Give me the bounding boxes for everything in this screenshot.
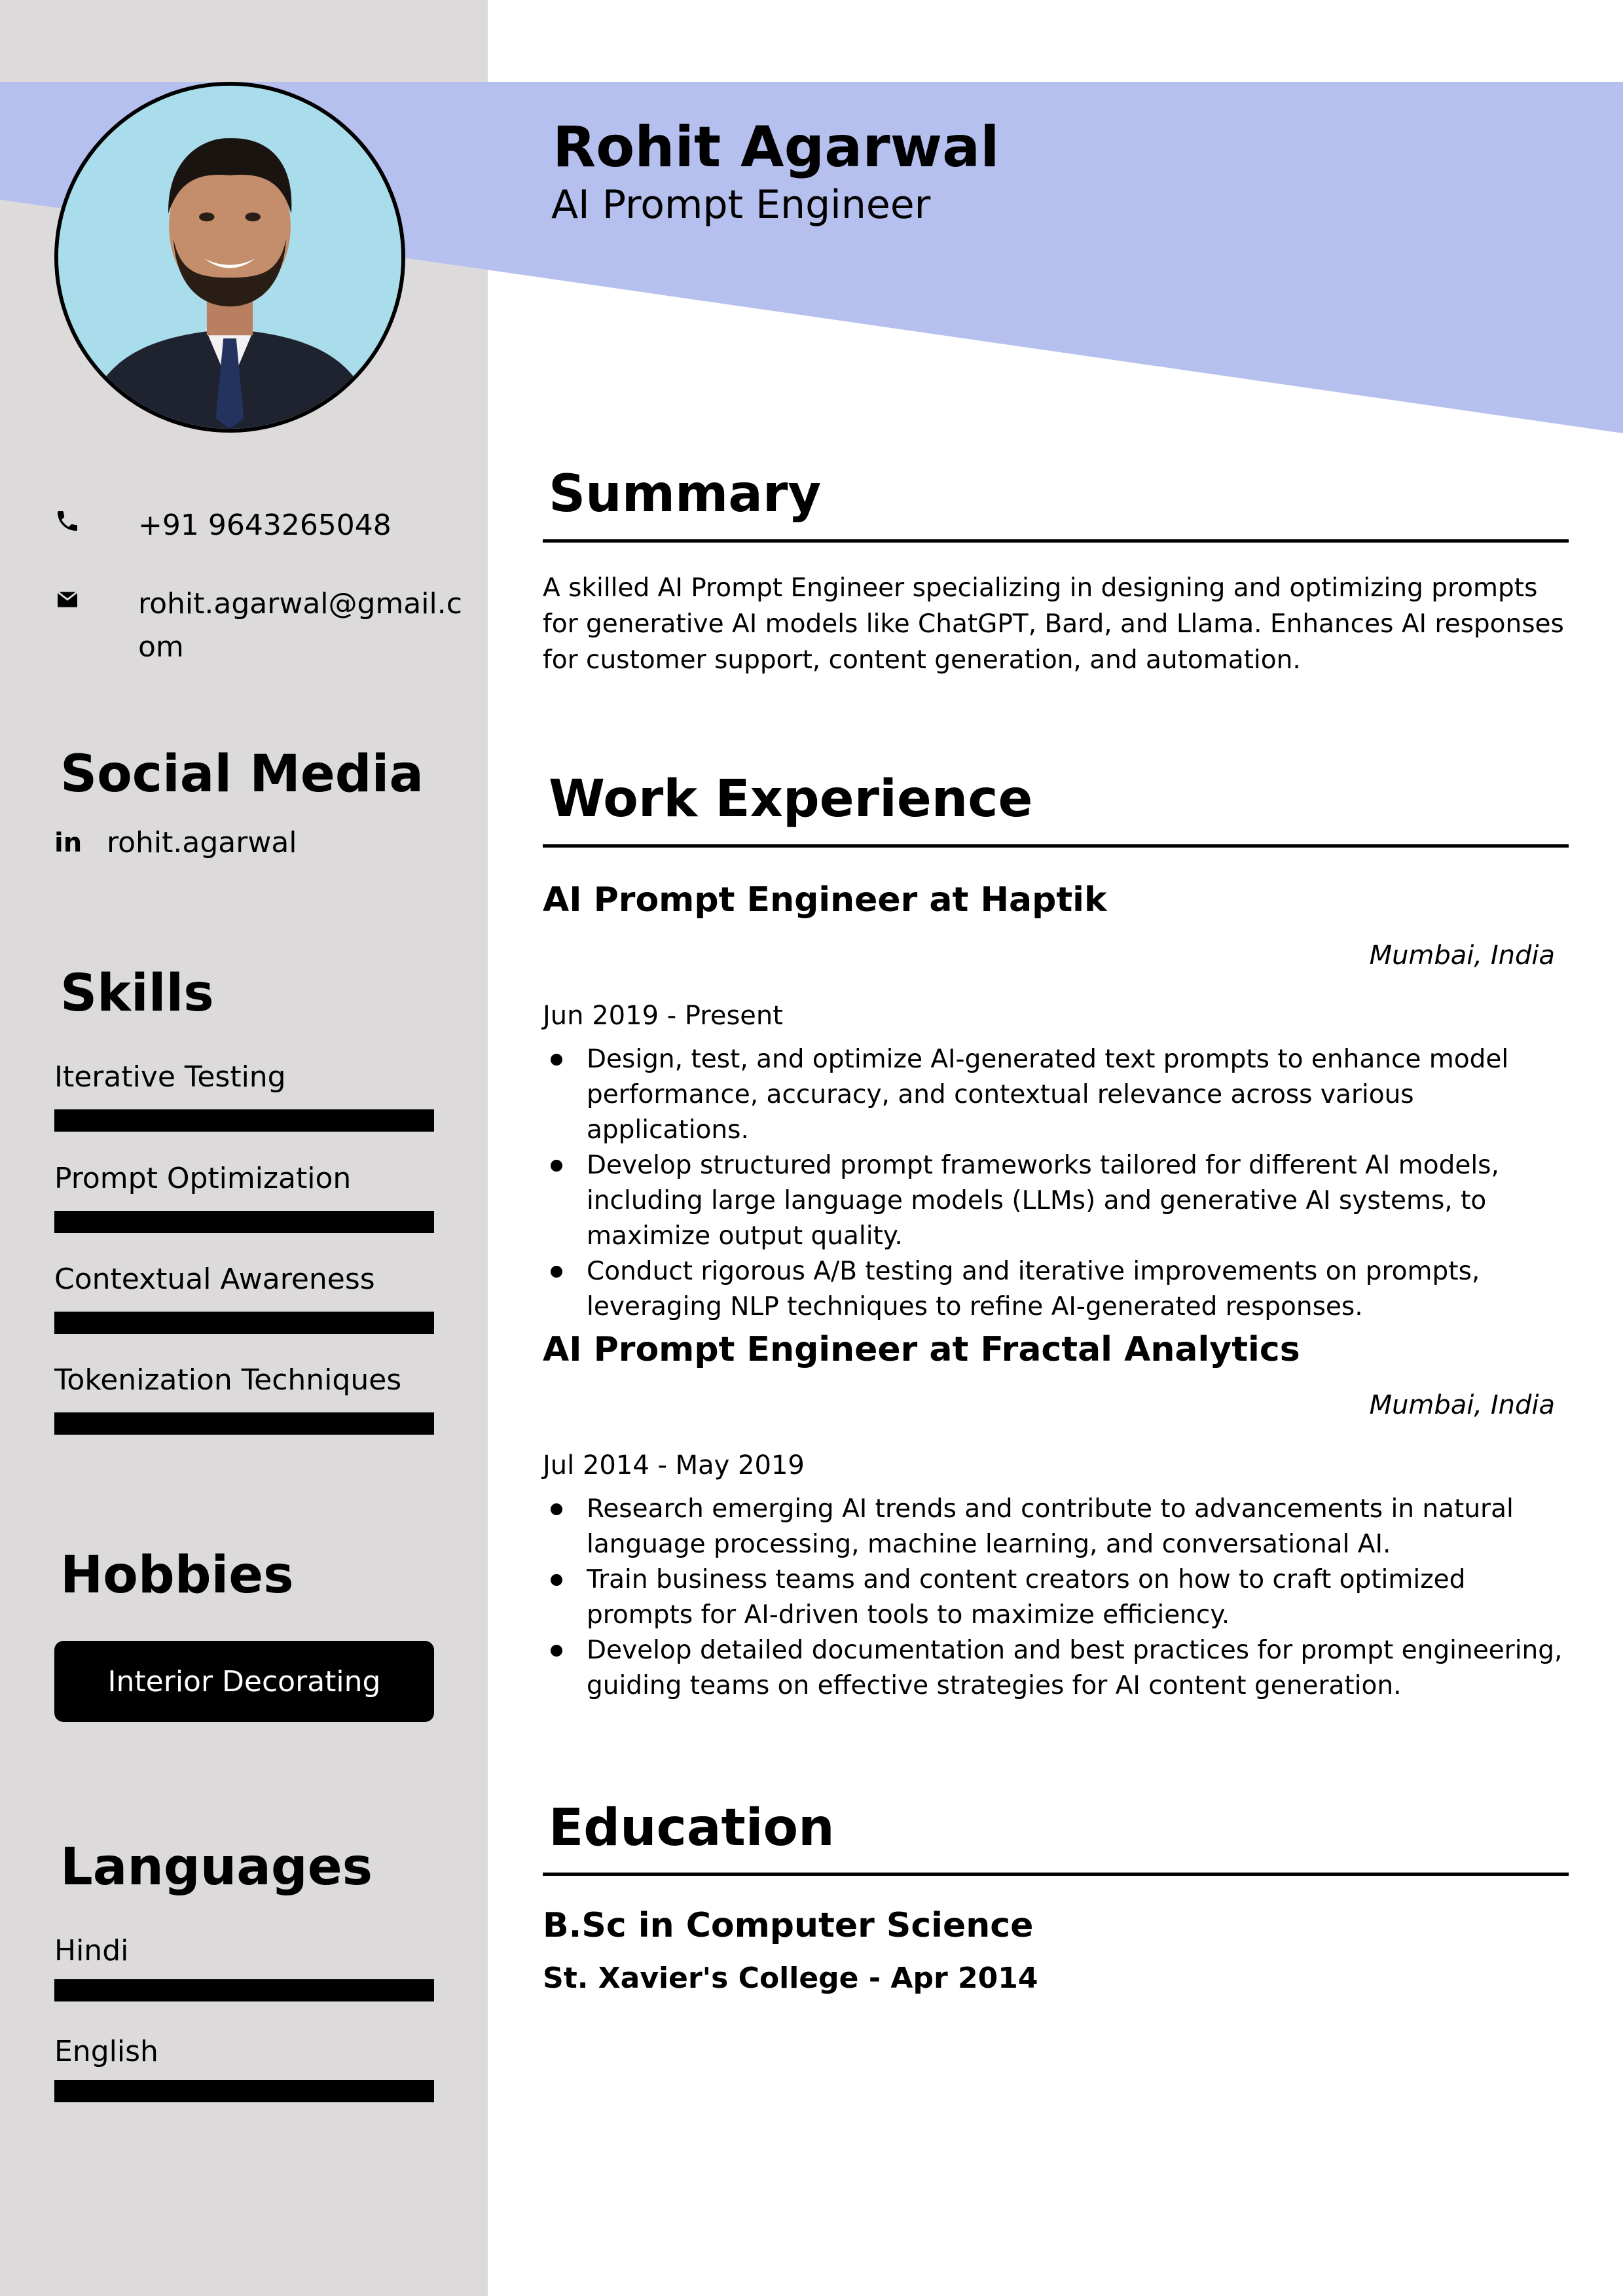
job-dates: Jun 2019 - Present bbox=[543, 1001, 783, 1031]
list-item: Design, test, and optimize AI-generated text prompts to enhance model performance, accuracy, and contextual relevance across various applications. bbox=[543, 1042, 1577, 1148]
job-location: Mumbai, India bbox=[1369, 941, 1555, 971]
social-linkedin[interactable] bbox=[54, 826, 297, 859]
contact-email bbox=[54, 583, 472, 669]
job-bullets bbox=[543, 1042, 1577, 1325]
job-location: Mumbai, India bbox=[1369, 1390, 1555, 1420]
section-divider bbox=[543, 539, 1569, 543]
skill-label: Tokenization Techniques bbox=[54, 1363, 402, 1397]
list-item: Train business teams and content creators on how to craft optimized prompts for AI-driven tools to maximize efficiency. bbox=[543, 1562, 1577, 1633]
language-label: Hindi bbox=[54, 1934, 129, 1967]
email-text[interactable]: rohit.agarwal@gmail.com bbox=[138, 587, 462, 664]
phone-icon bbox=[54, 508, 81, 534]
skill-bar bbox=[54, 1109, 434, 1132]
summary-heading: Summary bbox=[549, 465, 822, 524]
linkedin-handle[interactable]: rohit.agarwal bbox=[107, 826, 297, 859]
language-bar bbox=[54, 2080, 434, 2102]
job-title: AI Prompt Engineer at Haptik bbox=[543, 880, 1107, 920]
contact-phone bbox=[54, 504, 472, 547]
list-item: Conduct rigorous A/B testing and iterative improvements on prompts, leveraging NLP techniques to refine AI-generated responses. bbox=[543, 1254, 1577, 1325]
summary-text: A skilled AI Prompt Engineer specializing in designing and optimizing prompts for generative AI models like ChatGPT, Bard, and Llama. Enhances AI responses for customer support, content generation, and automation. bbox=[543, 573, 1564, 675]
job-title: AI Prompt Engineer at Fractal Analytics bbox=[543, 1330, 1300, 1369]
list-item: Research emerging AI trends and contribute to advancements in natural language processing, machine learning, and conversational AI. bbox=[543, 1492, 1577, 1562]
education-degree: B.Sc in Computer Science bbox=[543, 1906, 1034, 1945]
skill-bar bbox=[54, 1211, 434, 1233]
skills-heading: Skills bbox=[60, 964, 214, 1023]
section-divider bbox=[543, 844, 1569, 848]
language-bar bbox=[54, 1979, 434, 2001]
languages-heading: Languages bbox=[60, 1838, 373, 1897]
candidate-role: AI Prompt Engineer bbox=[551, 182, 931, 228]
candidate-name: Rohit Agarwal bbox=[553, 115, 1000, 180]
education-school: St. Xavier's College - Apr 2014 bbox=[543, 1962, 1038, 1995]
skill-label: Iterative Testing bbox=[54, 1060, 286, 1094]
language-label: English bbox=[54, 2035, 158, 2068]
experience-heading: Work Experience bbox=[549, 770, 1033, 829]
job-dates: Jul 2014 - May 2019 bbox=[543, 1450, 805, 1480]
phone-text: +91 9643265048 bbox=[138, 509, 392, 542]
social-heading: Social Media bbox=[60, 745, 424, 804]
job-bullets bbox=[543, 1492, 1577, 1704]
skill-label: Prompt Optimization bbox=[54, 1162, 352, 1195]
education-heading: Education bbox=[549, 1799, 835, 1857]
list-item: Develop detailed documentation and best practices for prompt engineering, guiding teams on effective strategies for AI content generation. bbox=[543, 1633, 1577, 1704]
envelope-icon bbox=[54, 586, 81, 613]
list-item: Develop structured prompt frameworks tailored for different AI models, including large language models (LLMs) and generative AI systems, to maximize output quality. bbox=[543, 1148, 1577, 1254]
skill-bar bbox=[54, 1312, 434, 1334]
skill-label: Contextual Awareness bbox=[54, 1263, 375, 1296]
hobby-badge: Interior Decorating bbox=[54, 1641, 434, 1722]
hobbies-heading: Hobbies bbox=[60, 1546, 294, 1605]
profile-photo bbox=[54, 82, 405, 433]
linkedin-icon: in bbox=[54, 827, 82, 858]
skill-bar bbox=[54, 1412, 434, 1435]
section-divider bbox=[543, 1873, 1569, 1876]
